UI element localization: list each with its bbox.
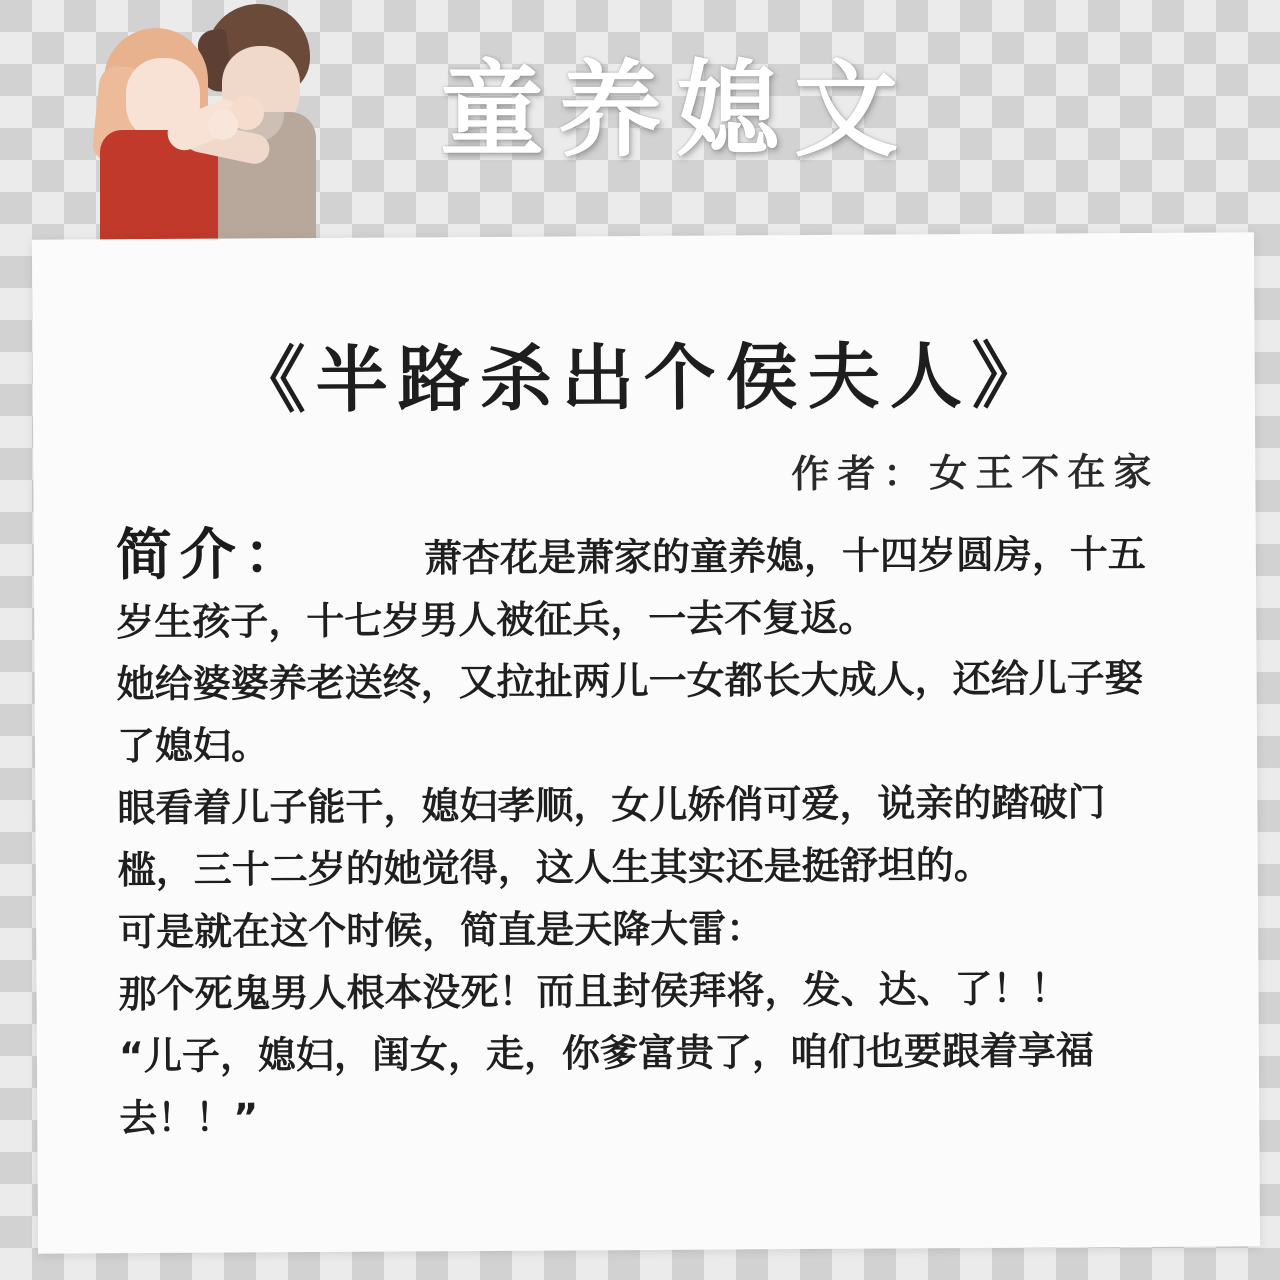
poster-banner: [0, 0, 1280, 236]
synopsis-paragraph: “儿子，媳妇，闺女，走，你爹富贵了，咱们也要跟着享福去！！”: [118, 1028, 1095, 1141]
girl-hand: [208, 110, 238, 140]
synopsis-paragraph: 她给婆婆养老送终，又拉扯两儿一女都长大成人，还给儿子娶了媳妇。: [116, 655, 1143, 769]
synopsis-paragraph: 可是就在这个时候，简直是天降大雷：: [118, 906, 765, 955]
content-card: [32, 232, 1260, 1253]
banner-title: 童养媳文: [440, 49, 913, 171]
synopsis-paragraph: 那个死鬼男人根本没死！而且封侯拜将，发、达、了！！: [118, 966, 1069, 1017]
intro-label: 简介：: [115, 522, 309, 589]
synopsis-paragraph: 眼看着儿子能干，媳妇孝顺，女儿娇俏可爱，说亲的踏破门槛，三十二岁的她觉得，这人生其实还是挺舒坦的。: [117, 780, 1106, 893]
content-card-inner: [32, 232, 1260, 1253]
synopsis-paragraph: 萧杏花是萧家的童养媳，十四岁圆房，十五岁生孩子，十七岁男人被征兵，一去不复返。: [116, 531, 1147, 645]
book-title: 《半路杀出个侯夫人》: [233, 333, 1055, 423]
synopsis-text: [116, 523, 1180, 1149]
couple-illustration: [88, 0, 338, 244]
author-line: 作者：女王不在家: [791, 449, 1160, 497]
